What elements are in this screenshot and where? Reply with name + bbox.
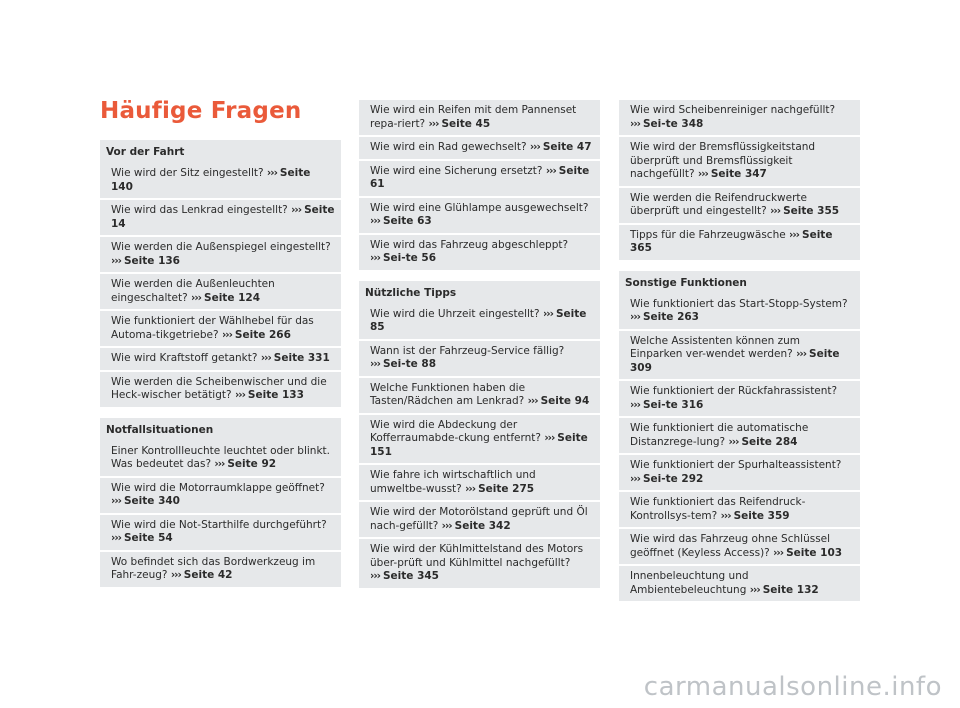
- section-title: Sonstige Funktionen: [625, 276, 747, 289]
- faq-question: Wie wird eine Sicherung ersetzt?: [370, 164, 543, 177]
- faq-question: Wie funktioniert der Wählhebel für das Automa-tikgetriebe?: [111, 315, 314, 341]
- faq-question: Wie werden die Außenleuchten eingeschaltet?: [111, 278, 275, 304]
- page-reference-link[interactable]: Seite 54: [123, 532, 173, 544]
- page-ref-arrow-icon: ›››: [191, 291, 202, 304]
- faq-item[interactable]: [359, 100, 600, 135]
- page-reference-link[interactable]: Seite 103: [786, 546, 843, 559]
- column-3: [619, 100, 860, 612]
- page-reference-link[interactable]: Seite 355: [783, 205, 840, 217]
- faq-question: Wie wird eine Glühlampe ausgewechselt?: [370, 201, 589, 214]
- faq-question: Wie wird die Motorraumklappe geöffnet?: [111, 481, 325, 494]
- page-ref-arrow-icon: ›››: [749, 583, 760, 596]
- faq-item[interactable]: [100, 550, 341, 587]
- faq-item[interactable]: [619, 416, 860, 453]
- faq-question: Wie werden die Scheibenwischer und die Heck-wischer betätigt?: [111, 375, 327, 401]
- faq-question: Wie funktioniert der Rückfahrassistent?: [630, 385, 838, 397]
- page-reference-link[interactable]: Seite 151: [370, 432, 588, 458]
- column-1: [100, 140, 341, 598]
- page-reference-link[interactable]: Sei-te 56: [382, 252, 437, 264]
- page-reference-link[interactable]: Seite 85: [370, 307, 587, 333]
- faq-question: Tipps für die Fahrzeugwäsche: [630, 228, 786, 241]
- faq-item[interactable]: [619, 294, 860, 329]
- faq-question: Wie funktioniert die automatische Distanzrege-lung?: [630, 422, 809, 448]
- faq-section: [359, 100, 600, 270]
- page-ref-arrow-icon: ›››: [111, 532, 121, 544]
- page-reference-link[interactable]: Seite 14: [111, 204, 335, 230]
- page-ref-arrow-icon: ›››: [370, 570, 380, 582]
- faq-item[interactable]: [359, 413, 600, 464]
- page-reference-link[interactable]: Seite 140: [111, 167, 311, 193]
- faq-item[interactable]: [100, 346, 341, 370]
- faq-section: [100, 140, 341, 407]
- page-ref-arrow-icon: ›››: [697, 168, 708, 180]
- faq-question: Wie wird der Kühlmittelstand des Motors über-prüft und Kühlmittel nachgefüllt?: [370, 543, 584, 569]
- faq-item[interactable]: [619, 135, 860, 186]
- faq-question: Wie funktioniert der Spurhalteassistent?: [630, 459, 842, 471]
- page-ref-arrow-icon: ›››: [544, 432, 555, 444]
- faq-item[interactable]: [100, 476, 341, 513]
- faq-item[interactable]: [359, 196, 600, 233]
- faq-question: Wie wird Kraftstoff getankt?: [111, 352, 258, 364]
- faq-question: Wie wird das Fahrzeug ohne Schlüssel geöffnet (Keyless Access)?: [630, 533, 831, 559]
- faq-question: Wie wird Scheibenreiniger nachgefüllt?: [630, 104, 836, 116]
- faq-item[interactable]: [619, 223, 860, 260]
- page-reference-link[interactable]: Seite 45: [441, 117, 491, 130]
- page-reference-link[interactable]: Seite 92: [227, 458, 277, 470]
- page-reference-link[interactable]: Seite 133: [247, 389, 304, 401]
- faq-question: Wie funktioniert das Start-Stopp-System?: [630, 297, 848, 310]
- page-ref-arrow-icon: ›››: [266, 167, 277, 179]
- faq-question: Welche Assistenten können zum Einparken ver-wendet werden?: [630, 334, 800, 360]
- faq-item[interactable]: [359, 233, 600, 270]
- faq-question: Wie wird die Abdeckung der Kofferraumabde-ckung entfernt?: [370, 418, 541, 444]
- faq-item[interactable]: [619, 379, 860, 416]
- page-reference-link[interactable]: Seite 136: [123, 254, 180, 267]
- page-reference-link[interactable]: Seite 347: [710, 168, 767, 180]
- faq-item[interactable]: [100, 309, 341, 346]
- faq-item[interactable]: [100, 198, 341, 235]
- faq-question: Wie funktioniert das Reifendruck-Kontrollsys-tem?: [630, 496, 806, 522]
- faq-item[interactable]: [619, 453, 860, 490]
- faq-item[interactable]: [100, 370, 341, 407]
- page-ref-arrow-icon: ›››: [630, 311, 640, 323]
- faq-item[interactable]: [359, 537, 600, 588]
- page-reference-link[interactable]: Seite 42: [183, 569, 233, 581]
- faq-question: Wie wird ein Rad gewechselt?: [370, 141, 527, 153]
- faq-question: Wie wird die Not-Starthilfe durchgeführt?: [111, 518, 327, 531]
- page-ref-arrow-icon: ›››: [728, 435, 739, 448]
- page-reference-link[interactable]: Seite 275: [478, 482, 535, 495]
- page-ref-arrow-icon: ›››: [789, 228, 800, 241]
- page-reference-link[interactable]: Seite 331: [273, 352, 330, 364]
- faq-item[interactable]: [100, 163, 341, 198]
- page-ref-arrow-icon: ›››: [260, 352, 271, 364]
- page-ref-arrow-icon: ›››: [630, 398, 640, 411]
- page-reference-link[interactable]: Seite 359: [733, 509, 790, 522]
- page-reference-link[interactable]: Seite 342: [454, 519, 511, 532]
- page-reference-link[interactable]: Seite 284: [741, 435, 798, 448]
- page-ref-arrow-icon: ›››: [720, 509, 731, 522]
- faq-item[interactable]: [100, 235, 341, 272]
- page-ref-arrow-icon: ›››: [111, 495, 121, 507]
- page-reference-link[interactable]: Seite 266: [234, 328, 291, 341]
- page-ref-arrow-icon: ›››: [370, 252, 380, 264]
- faq-question: Innenbeleuchtung und Ambientebeleuchtung: [630, 570, 749, 596]
- page-reference-link[interactable]: Seite 263: [642, 311, 699, 323]
- faq-section: [619, 271, 860, 602]
- page-ref-arrow-icon: ›››: [542, 307, 553, 320]
- page-ref-arrow-icon: ›››: [221, 328, 232, 341]
- faq-item[interactable]: [359, 304, 600, 339]
- section-title: Notfallsituationen: [106, 423, 214, 436]
- faq-item[interactable]: [100, 272, 341, 309]
- page-title: Häufige Fragen: [100, 98, 302, 124]
- section-title: Nützliche Tipps: [365, 286, 457, 299]
- faq-item[interactable]: [359, 135, 600, 159]
- faq-question: Wie fahre ich wirtschaftlich und umweltbe-wusst?: [370, 469, 536, 495]
- faq-question: Wie wird das Lenkrad eingestellt?: [111, 204, 288, 216]
- page-reference-link[interactable]: Seite 47: [542, 141, 592, 153]
- page-ref-arrow-icon: ›››: [370, 215, 380, 227]
- page-ref-arrow-icon: ›››: [796, 348, 807, 360]
- faq-question: Wie wird der Sitz eingestellt?: [111, 167, 264, 179]
- page-reference-link[interactable]: Seite 124: [204, 291, 261, 304]
- faq-section: [100, 418, 341, 587]
- page-reference-link[interactable]: Seite 61: [370, 164, 590, 190]
- page-reference-link[interactable]: Seite 340: [123, 495, 180, 507]
- faq-item[interactable]: [359, 339, 600, 376]
- page-reference-link[interactable]: Seite 345: [382, 570, 439, 582]
- faq-question: Welche Funktionen haben die Tasten/Rädchen am Lenkrad?: [370, 381, 526, 407]
- page-ref-arrow-icon: ›››: [234, 389, 245, 401]
- page-ref-arrow-icon: ›››: [527, 395, 538, 407]
- page-ref-arrow-icon: ›››: [770, 205, 781, 217]
- faq-item[interactable]: [619, 527, 860, 564]
- faq-section: [619, 100, 860, 260]
- page-ref-arrow-icon: ›››: [630, 117, 640, 130]
- section-title: Vor der Fahrt: [106, 146, 185, 158]
- faq-question: Wie wird der Motorölstand geprüft und Öl nach-gefüllt?: [370, 506, 588, 532]
- faq-question: Wann ist der Fahrzeug-Service fällig?: [370, 344, 565, 357]
- page-ref-arrow-icon: ›››: [441, 519, 452, 532]
- page-ref-arrow-icon: ›››: [428, 117, 439, 130]
- page-ref-arrow-icon: ›››: [529, 141, 540, 153]
- faq-item[interactable]: [619, 564, 860, 601]
- faq-question: Wie wird die Uhrzeit eingestellt?: [370, 307, 540, 320]
- page-reference-link[interactable]: Seite 94: [540, 395, 590, 407]
- page-reference-link[interactable]: Seite 365: [630, 228, 833, 254]
- faq-item[interactable]: [619, 100, 860, 135]
- watermark: carmanualsonline.info: [643, 672, 942, 702]
- page-reference-link[interactable]: Seite 309: [630, 348, 840, 374]
- page-reference-link[interactable]: Sei-te 348: [642, 117, 704, 130]
- page-ref-arrow-icon: ›››: [465, 482, 476, 495]
- column-2: [359, 100, 600, 599]
- page-ref-arrow-icon: ›››: [291, 204, 302, 216]
- faq-section: [359, 281, 600, 588]
- faq-item[interactable]: [619, 329, 860, 380]
- faq-question: Wo befindet sich das Bordwerkzeug im Fahr-zeug?: [111, 555, 316, 581]
- faq-item[interactable]: [359, 376, 600, 413]
- page-ref-arrow-icon: ›››: [214, 458, 225, 470]
- page-ref-arrow-icon: ›››: [370, 358, 380, 370]
- page-reference-link[interactable]: Sei-te 316: [642, 398, 704, 411]
- page-reference-link[interactable]: Sei-te 292: [642, 472, 704, 485]
- faq-item[interactable]: [619, 186, 860, 223]
- faq-item[interactable]: [100, 441, 341, 476]
- page-reference-link[interactable]: Sei-te 88: [382, 358, 437, 370]
- page-ref-arrow-icon: ›››: [170, 569, 181, 581]
- faq-item[interactable]: [359, 159, 600, 196]
- page-ref-arrow-icon: ›››: [773, 546, 784, 559]
- faq-question: Einer Kontrollleuchte leuchtet oder blinkt. Was bedeutet das?: [111, 444, 330, 470]
- faq-item[interactable]: [100, 513, 341, 550]
- faq-item[interactable]: [359, 500, 600, 537]
- page-ref-arrow-icon: ›››: [630, 472, 640, 485]
- page-ref-arrow-icon: ›››: [545, 164, 556, 177]
- page-ref-arrow-icon: ›››: [111, 254, 121, 267]
- faq-question: Wie wird der Bremsflüssigkeitstand überprüft und Bremsflüssigkeit nachgefüllt?: [630, 141, 816, 180]
- faq-item[interactable]: [359, 463, 600, 500]
- faq-question: Wie werden die Reifendruckwerte überprüft und eingestellt?: [630, 191, 807, 217]
- faq-question: Wie wird das Fahrzeug abgeschleppt?: [370, 238, 569, 251]
- faq-question: Wie wird ein Reifen mit dem Pannenset repa-riert?: [370, 104, 577, 130]
- page-reference-link[interactable]: Seite 132: [762, 583, 819, 596]
- page-reference-link[interactable]: Seite 63: [382, 215, 432, 227]
- faq-item[interactable]: [619, 490, 860, 527]
- faq-question: Wie werden die Außenspiegel eingestellt?: [111, 241, 331, 253]
